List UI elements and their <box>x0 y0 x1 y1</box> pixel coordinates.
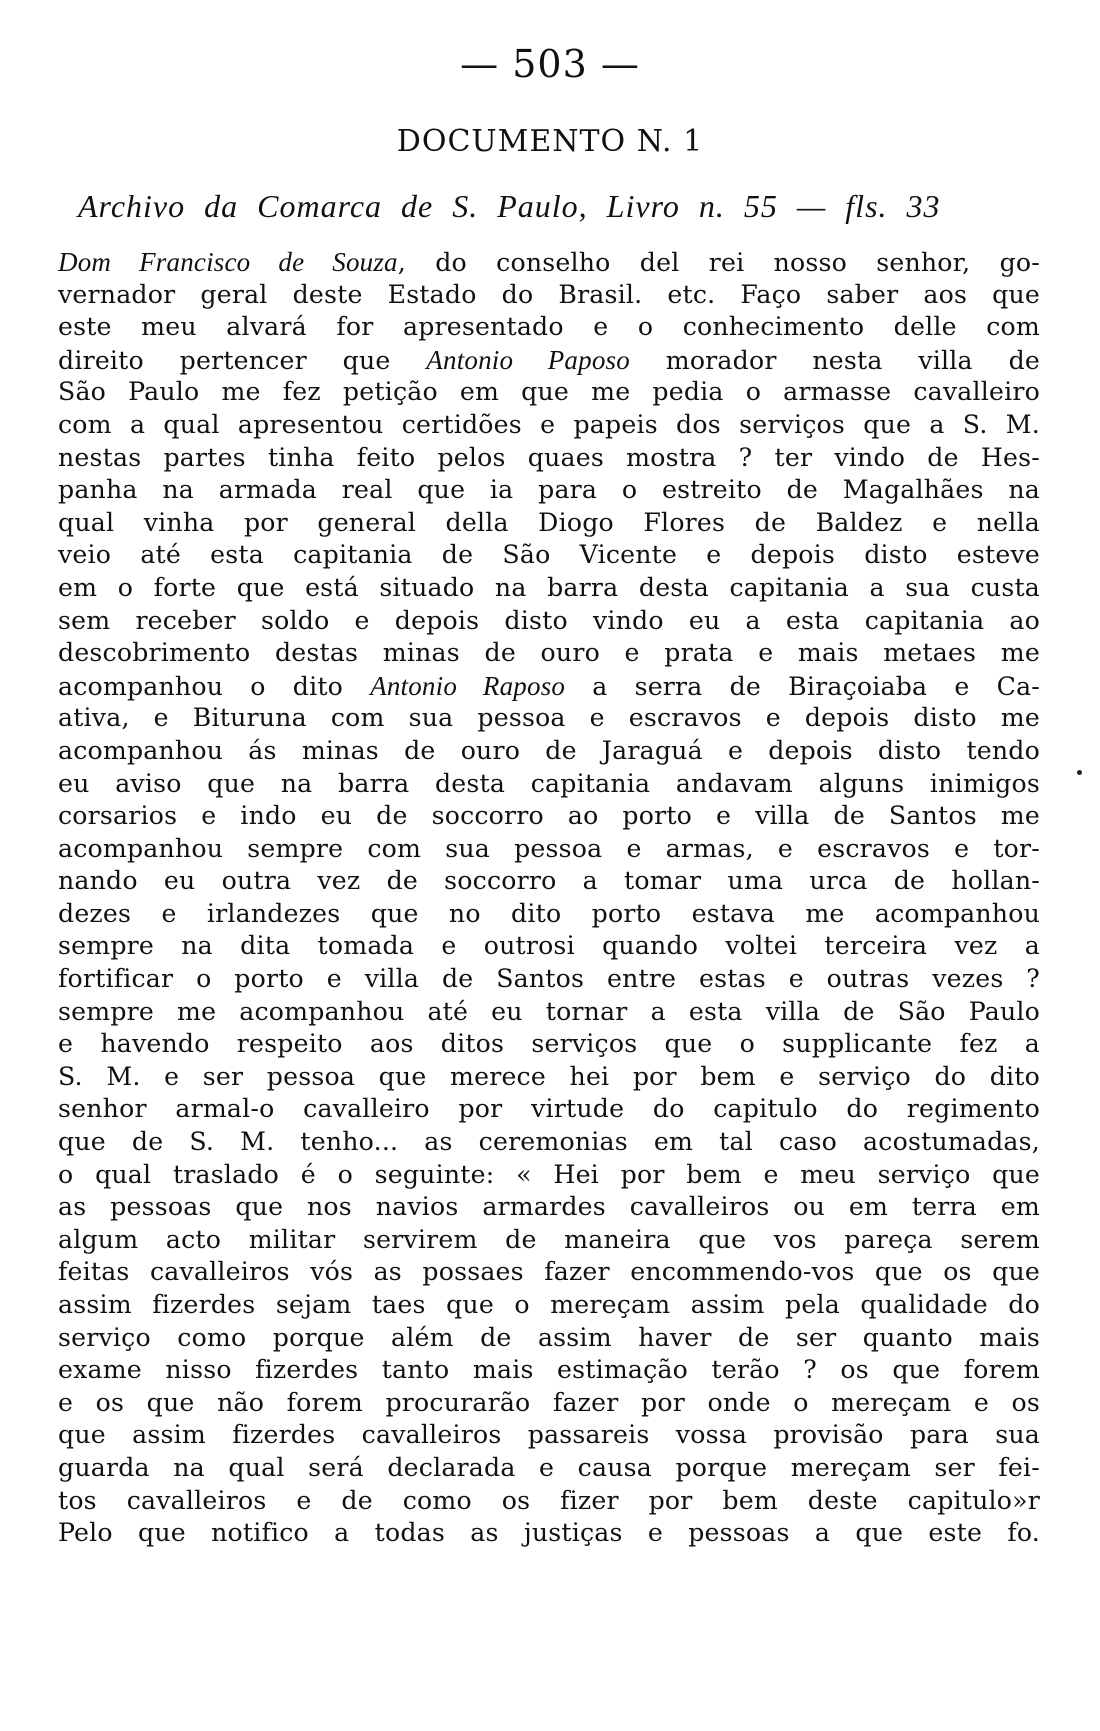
text-run: São Paulo me fez petição em que me pedia o armasse cavalleiro <box>58 377 1040 407</box>
text-line <box>58 800 1040 833</box>
text-run: que assim fizerdes cavalleiros passareis vossa provisão para sua <box>58 1420 1040 1450</box>
text-run: senhor armal-o cavalleiro por virtude do capitulo do regimento <box>58 1094 1040 1124</box>
text-run: nestas partes tinha feito pelos quaes mostra ? ter vindo de Hes- <box>58 442 1040 472</box>
text-run: direito pertencer que <box>58 345 427 375</box>
text-line <box>58 409 1040 442</box>
text-line <box>58 768 1040 801</box>
text-run: este meu alvará for apresentado e o conhecimento delle com <box>58 312 1040 342</box>
text-line <box>58 996 1040 1029</box>
text-run: sempre na dita tomada e outrosi quando voltei terceira vez a <box>58 931 1040 961</box>
text-line <box>58 833 1040 866</box>
text-run: a serra de Biraçoiaba e Ca- <box>565 671 1041 701</box>
text-line <box>58 246 1040 279</box>
text-line <box>58 474 1040 507</box>
text-line <box>58 735 1040 768</box>
text-line <box>58 1289 1040 1322</box>
source-citation: Archivo da Comarca de S. Paulo, Livro n. 55 — fls. 33 <box>78 188 941 224</box>
text-line <box>58 865 1040 898</box>
italic-name: Dom Francisco de Souza <box>58 247 398 277</box>
text-run: corsarios e indo eu de soccorro ao porto e villa de Santos me <box>58 801 1040 831</box>
text-line <box>58 637 1040 670</box>
text-line <box>58 702 1040 735</box>
text-line <box>58 442 1040 475</box>
text-line <box>58 1093 1040 1126</box>
text-run: algum acto militar servirem de maneira que vos pareça serem <box>58 1224 1040 1254</box>
text-run: assim fizerdes sejam taes que o mereçam assim pela qualidade do <box>58 1290 1040 1319</box>
text-run: veio até esta capitania de São Vicente e depois disto esteve <box>58 540 1040 570</box>
text-run: tos cavalleiros e de como os fizer por bem deste capitulo»r <box>58 1485 1040 1515</box>
text-run: panha na armada real que ia para o estreito de Magalhães na <box>58 475 1040 505</box>
text-run: qual vinha por general della Diogo Flores de Baldez e nella <box>58 507 1040 537</box>
text-line <box>58 507 1040 540</box>
text-line <box>58 1419 1040 1452</box>
text-run: guarda na qual será declarada e causa porque mereçam ser fei- <box>58 1452 1040 1482</box>
text-run: feitas cavalleiros vós as possaes fazer encommendo-vos que os que <box>58 1257 1040 1287</box>
text-run: acompanhou o dito <box>58 671 371 701</box>
text-line <box>58 1322 1040 1355</box>
text-run: em o forte que está situado na barra desta capitania a sua custa <box>58 572 1040 602</box>
italic-name: Antonio Raposo <box>370 670 566 701</box>
text-line <box>58 572 1040 605</box>
text-line <box>58 1485 1040 1518</box>
margin-mark <box>1077 770 1082 775</box>
text-line <box>58 1224 1040 1257</box>
text-run: sempre me acompanhou até eu tornar a esta villa de São Paulo <box>58 996 1040 1026</box>
text-run: acompanhou sempre com sua pessoa e armas, e escravos e tor- <box>58 833 1040 863</box>
text-run: as pessoas que nos navios armardes cavalleiros ou em terra em <box>58 1192 1040 1222</box>
text-line <box>58 1517 1040 1550</box>
text-run: que de S. M. tenho... as ceremonias em tal caso acostumadas, <box>58 1127 1040 1157</box>
document-body <box>58 246 1040 1550</box>
text-run: morador nesta villa de <box>629 345 1040 375</box>
text-line <box>58 1387 1040 1420</box>
text-run: ativa, e Bituruna com sua pessoa e escravos e depois disto me <box>58 703 1040 733</box>
text-line <box>58 963 1040 996</box>
text-run: exame nisso fizerdes tanto mais estimação terão ? os que forem <box>58 1355 1040 1385</box>
document-title: DOCUMENTO N. 1 <box>396 124 704 159</box>
text-line <box>58 1159 1040 1192</box>
text-line <box>58 376 1040 409</box>
text-line <box>58 670 1040 703</box>
text-run: nando eu outra vez de soccorro a tomar uma urca de hollan- <box>58 866 1040 896</box>
text-run: acompanhou ás minas de ouro de Jaraguá e depois disto tendo <box>58 735 1040 765</box>
text-line <box>58 1028 1040 1061</box>
text-run: , do conselho del rei nosso senhor, go- <box>397 248 1040 277</box>
text-line <box>58 311 1040 344</box>
text-line <box>58 344 1040 377</box>
text-run: o qual traslado é o seguinte: « Hei por bem e meu serviço que <box>58 1159 1040 1189</box>
text-line <box>58 1191 1040 1224</box>
text-line <box>58 930 1040 963</box>
text-line <box>58 539 1040 572</box>
text-run: fortificar o porto e villa de Santos entre estas e outras vezes ? <box>58 964 1040 994</box>
page-number: — 503 — <box>460 42 640 86</box>
text-line <box>58 605 1040 638</box>
text-run: descobrimento destas minas de ouro e prata e mais metaes me <box>58 638 1040 668</box>
text-run: com a qual apresentou certidões e papeis dos serviços que a S. M. <box>58 409 1040 439</box>
text-run: dezes e irlandezes que no dito porto estava me acompanhou <box>58 898 1040 928</box>
text-line <box>58 1256 1040 1289</box>
text-line <box>58 1061 1040 1094</box>
text-run: e havendo respeito aos ditos serviços que o supplicante fez a <box>58 1029 1040 1059</box>
text-run: sem receber soldo e depois disto vindo eu a esta capitania ao <box>58 605 1040 635</box>
text-line <box>58 898 1040 931</box>
text-run: S. M. e ser pessoa que merece hei por bem e serviço do dito <box>58 1061 1040 1091</box>
text-line <box>58 1126 1040 1159</box>
text-line <box>58 1354 1040 1387</box>
text-run: vernador geral deste Estado do Brasil. etc. Faço saber aos que <box>58 279 1040 309</box>
italic-name: Antonio Paposo <box>426 344 630 375</box>
text-line <box>58 279 1040 312</box>
text-run: e os que não forem procurarão fazer por onde o mereçam e os <box>58 1387 1040 1417</box>
text-run: eu aviso que na barra desta capitania andavam alguns inimigos <box>58 768 1040 798</box>
text-line <box>58 1452 1040 1485</box>
text-run: serviço como porque além de assim haver de ser quanto mais <box>58 1322 1040 1352</box>
text-run: Pelo que notifico a todas as justiças e pessoas a que este fo. <box>58 1518 1040 1548</box>
